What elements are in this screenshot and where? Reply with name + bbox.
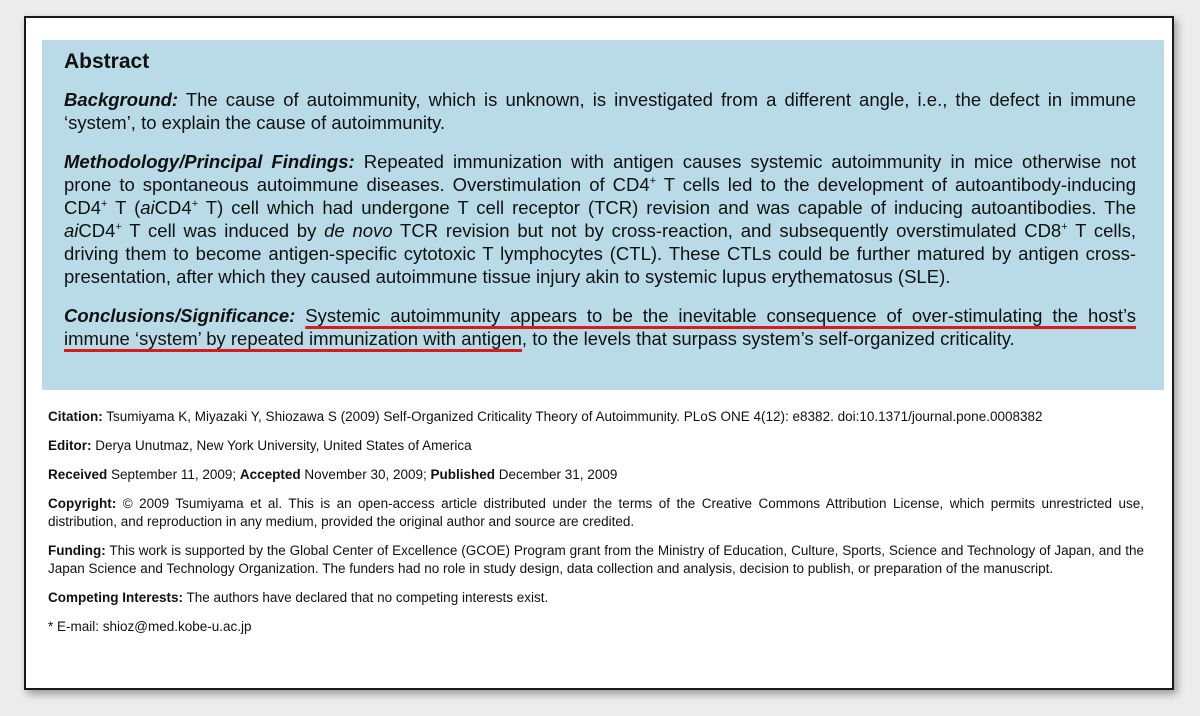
copyright-text: © 2009 Tsumiyama et al. This is an open-access article distributed under the terms of the Creative Commons Attribution License, which permits unrestricted use, distribution, and reproduction in any medium, provided the original author and source are credited.	[48, 496, 1144, 529]
methodology-text: TCR revision but not by cross-reaction, and subsequently overstimulated CD8	[392, 220, 1062, 241]
methodology-text: T cells led to the development of autoantibody-inducing CD4	[64, 174, 1136, 218]
ai-prefix: ai	[140, 197, 155, 218]
received-label: Received	[48, 467, 108, 482]
document-frame	[24, 16, 1174, 690]
methodology-text: CD4	[154, 197, 192, 218]
conclusions-label: Conclusions/Significance:	[64, 305, 296, 326]
conclusions-text: , to the levels that surpass system’s self-organized criticality.	[521, 328, 1015, 349]
citation-line	[48, 408, 1144, 426]
funding-label: Funding:	[48, 543, 106, 558]
competing-label: Competing Interests:	[48, 590, 184, 605]
superscript: +	[191, 197, 199, 210]
background-label: Background:	[64, 89, 179, 110]
accepted-date: November 30, 2009;	[300, 467, 431, 482]
copyright-line	[48, 495, 1144, 531]
abstract-heading: Abstract	[64, 50, 150, 73]
superscript: +	[101, 197, 108, 210]
methodology-text: Repeated immunization with antigen causes systemic autoimmunity in mice otherwise not prone to spontaneous autoimmune diseases. Overstimulation of CD4	[64, 151, 1136, 195]
citation-label: Citation:	[48, 409, 103, 424]
background-paragraph	[64, 88, 1136, 134]
competing-interests-line	[48, 589, 1144, 607]
email-text: * E-mail: shioz@med.kobe-u.ac.jp	[48, 619, 252, 634]
article-metadata	[48, 408, 1144, 647]
superscript: +	[1061, 220, 1068, 233]
funding-line	[48, 542, 1144, 578]
de-novo-term: de novo	[324, 220, 393, 241]
methodology-text: T (	[107, 197, 141, 218]
background-text: The cause of autoimmunity, which is unknown, is investigated from a different angle, i.e., the defect in immune ‘system’, to explain the cause of autoimmunity.	[64, 89, 1136, 133]
competing-text: The authors have declared that no competing interests exist.	[183, 590, 549, 605]
received-date: September 11, 2009;	[107, 467, 240, 482]
methodology-text: T) cell which had undergone T cell receptor (TCR) revision and was capable of inducing autoantibodies. The	[198, 197, 1136, 218]
published-label: Published	[430, 467, 496, 482]
conclusions-paragraph	[64, 304, 1136, 350]
ai-prefix: ai	[64, 220, 79, 241]
accepted-label: Accepted	[239, 467, 301, 482]
funding-text: This work is supported by the Global Center of Excellence (GCOE) Program grant from the Ministry of Education, Culture, Sports, Science and Technology of Japan, and the Japan Science and Technology Organization. The funders had no role in study design, data collection and analysis, decision to publish, or preparation of the manuscript.	[48, 543, 1144, 576]
methodology-text: CD4	[78, 220, 116, 241]
abstract-box	[42, 40, 1164, 390]
methodology-text: T cells, driving them to become antigen-specific cytotoxic T lymphocytes (CTL). These CTLs could be further matured by antigen cross-presentation, after which they caused autoimmune tissue injury akin to systemic lupus erythematosus (SLE).	[64, 220, 1136, 287]
editor-label: Editor:	[48, 438, 92, 453]
published-date: December 31, 2009	[495, 467, 618, 482]
conclusions-highlight: Systemic autoimmunity appears to be the inevitable consequence of over-stimulating the host’s immune ‘system’ by repeated immunization with antigen	[64, 305, 1136, 349]
editor-text: Derya Unutmaz, New York University, United States of America	[91, 438, 472, 453]
email-line	[48, 618, 1144, 636]
methodology-paragraph	[64, 150, 1136, 288]
citation-text: Tsumiyama K, Miyazaki Y, Shiozawa S (2009) Self-Organized Criticality Theory of Autoimmunity. PLoS ONE 4(12): e8382. doi:10.1371/journal.pone.0008382	[102, 409, 1043, 424]
dates-line	[48, 466, 1144, 484]
editor-line	[48, 437, 1144, 455]
superscript: +	[115, 220, 122, 233]
methodology-text: T cell was induced by	[121, 220, 325, 241]
copyright-label: Copyright:	[48, 496, 117, 511]
methodology-label: Methodology/Principal Findings:	[64, 151, 355, 172]
superscript: +	[649, 174, 657, 187]
